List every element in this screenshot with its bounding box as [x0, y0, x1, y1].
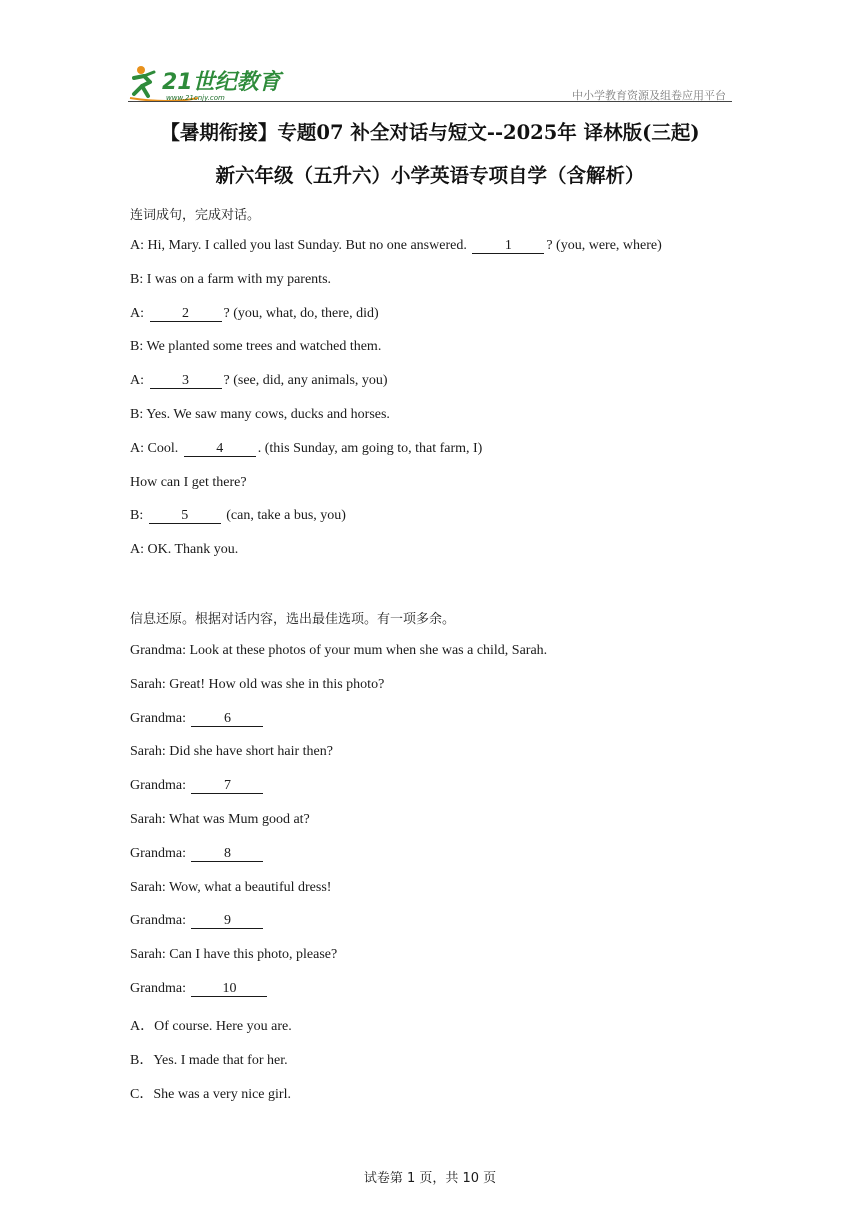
speaker-text: B: I was on a farm with my parents. [130, 271, 332, 287]
speaker-text: Sarah: What was Mum good at? [130, 812, 310, 827]
speaker-text: Grandma: [130, 778, 190, 794]
dialogue-1-line [130, 508, 346, 524]
dialogue-1-line [130, 475, 247, 491]
document-title-line-2: 新六年级（五升六）小学英语专项自学（含解析） [215, 164, 645, 187]
speaker-text: Sarah: Can I have this photo, please? [130, 947, 338, 963]
dialogue-2-line [130, 913, 265, 929]
speaker-text: A: OK. Thank you. [130, 542, 239, 558]
speaker-text: A: [130, 305, 148, 321]
hint-text: . (this Sunday, am going to, that farm, I) [257, 440, 483, 456]
speaker-text: Grandma: [130, 710, 190, 726]
speaker-text: B: [130, 508, 147, 524]
speaker-text: Grandma: [130, 913, 190, 929]
speaker-text: B: Yes. We saw many cows, ducks and horses. [130, 407, 390, 422]
speaker-text: A: Cool. [130, 440, 182, 456]
logo-url: www.21cnjy.com [166, 94, 225, 102]
hint-text: ? (you, were, where) [546, 238, 662, 253]
dialogue-2-line [130, 643, 547, 659]
dialogue-2-line [130, 947, 337, 963]
answer-blank-3: 3 [150, 373, 222, 389]
speaker-text: Sarah: Did she have short hair then? [130, 744, 333, 760]
dialogue-1-line [130, 272, 331, 288]
speaker-text: Grandma: Look at these photos of your mum when she was a child, Sarah. [130, 643, 548, 658]
answer-blank-10: 10 [191, 981, 267, 997]
option-item: B．Yes. I made that for her. [130, 1052, 288, 1068]
hint-text: (can, take a bus, you) [222, 508, 346, 524]
dialogue-2-line [130, 677, 384, 693]
dialogue-2-line [130, 981, 269, 997]
answer-blank-5: 5 [149, 508, 221, 524]
speaker-text: Sarah: Wow, what a beautiful dress! [130, 879, 332, 895]
header-divider [128, 101, 732, 102]
dialogue-2-line [130, 812, 310, 828]
page-footer: 试卷第 1 页，共 10 页 [363, 1171, 497, 1186]
dialogue-2-line [130, 778, 265, 794]
speaker-text: How can I get there? [130, 474, 247, 490]
answer-blank-6: 6 [191, 711, 263, 727]
document-title-line-1: 【暑期衔接】专题07 补全对话与短文--2025年 译林版(三起) [160, 121, 700, 144]
page-header [128, 60, 732, 102]
answer-blank-8: 8 [191, 846, 263, 862]
answer-blank-1: 1 [472, 238, 544, 254]
answer-blank-2: 2 [150, 306, 222, 322]
speaker-text: Grandma: [130, 845, 190, 861]
logo-21cnjy [128, 64, 281, 102]
option-item: C．She was a very nice girl. [130, 1086, 291, 1102]
dialogue-1-line [130, 542, 238, 558]
answer-blank-4: 4 [184, 441, 256, 457]
speaker-text: A: Hi, Mary. I called you last Sunday. But no one answered. [130, 238, 471, 253]
speaker-text: A: [130, 373, 148, 389]
hint-text: ? (you, what, do, there, did) [223, 305, 379, 321]
dialogue-2-line [130, 744, 333, 760]
answer-blank-9: 9 [191, 913, 263, 929]
answer-blank-7: 7 [191, 778, 263, 794]
dialogue-1-line [130, 306, 379, 322]
dialogue-1-line [130, 441, 482, 457]
dialogue-1-line [130, 407, 390, 423]
dialogue-2-line [130, 846, 265, 862]
hint-text: ? (see, did, any animals, you) [223, 373, 388, 389]
dialogue-1-line [130, 339, 381, 355]
option-item: A．Of course. Here you are. [130, 1019, 292, 1034]
speaker-text: B: We planted some trees and watched them. [130, 339, 382, 355]
logo-text: 21世纪教育 [162, 70, 281, 95]
dialogue-2-line [130, 880, 331, 896]
dialogue-2-line [130, 711, 265, 727]
section-1-instruction: 连词成句，完成对话。 [130, 208, 261, 223]
dialogue-1-line [130, 373, 388, 389]
dialogue-1-line [130, 238, 662, 254]
section-2-instruction: 信息还原。根据对话内容，选出最佳选项。有一项多余。 [130, 612, 456, 627]
speaker-text: Sarah: Great! How old was she in this photo? [130, 676, 385, 692]
speaker-text: Grandma: [130, 981, 190, 996]
platform-name: 中小学教育资源及组卷应用平台 [572, 89, 726, 102]
